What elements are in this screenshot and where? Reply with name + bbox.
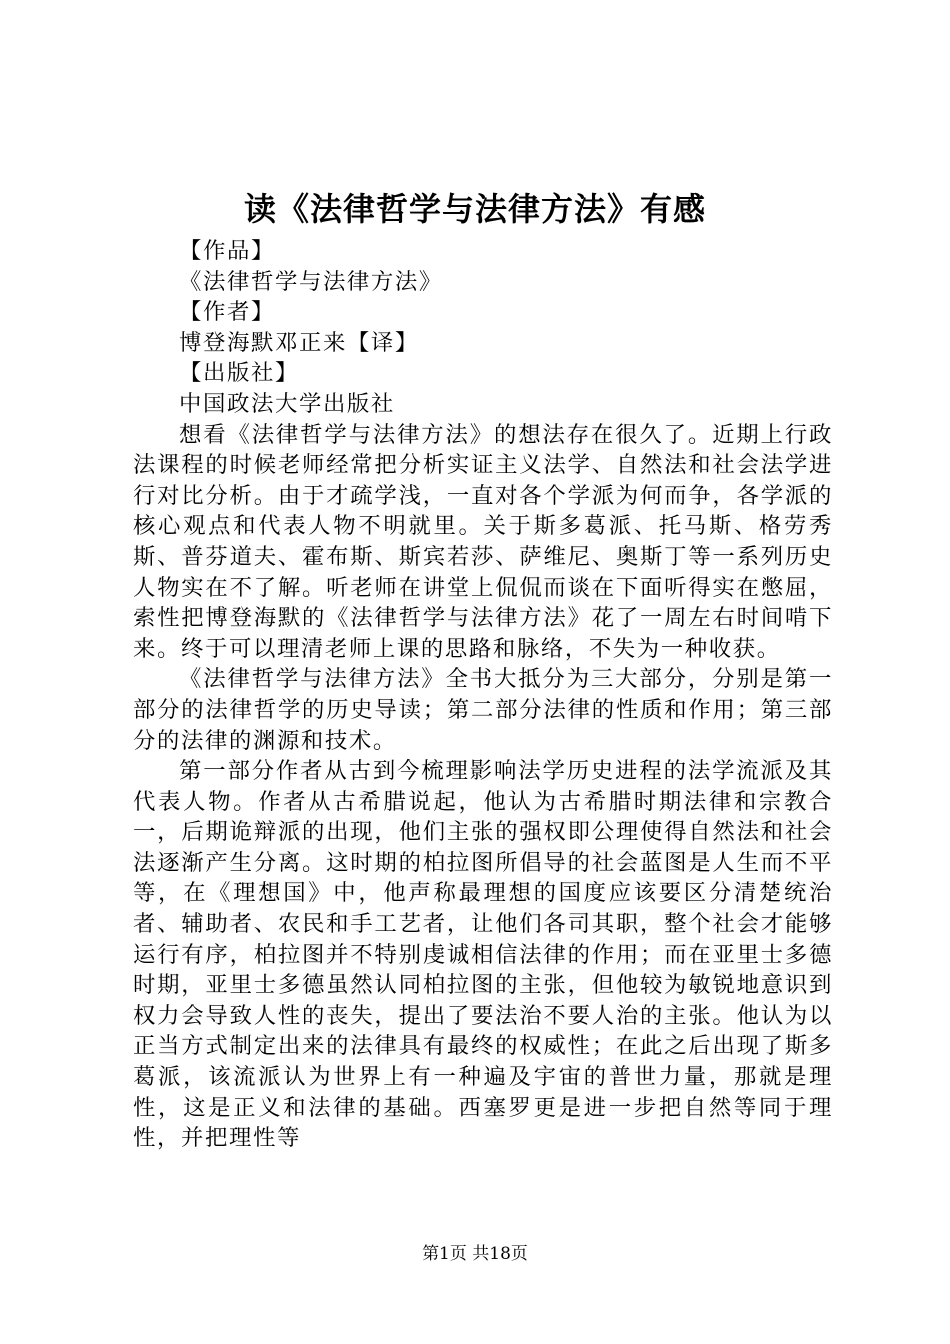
meta-label-publisher: 【出版社】 [179,360,299,387]
meta-value-publisher: 中国政法大学出版社 [179,390,395,417]
meta-label-author: 【作者】 [179,299,275,326]
page-footer: 第1页 共18页 [422,1244,528,1264]
body-paragraph-1: 想看《法律哲学与法律方法》的想法存在很久了。近期上行政法课程的时候老师经常把分析实证主义法学、自然法和社会法学进行对比分析。由于才疏学浅，一直对各个学派为何而争，各学派的核心观点和代表人物不明就里。关于斯多葛派、托马斯、格劳秀斯、普芬道夫、霍布斯、斯宾若莎、萨维尼、奥斯丁等一系列历史人物实在不了解。听老师在讲堂上侃侃而谈在下面听得实在憋屈，索性把博登海默的《法律哲学与法律方法》花了一周左右时间啃下来。终于可以理清老师上课的思路和脉络，不失为一种收获。 [133,421,833,662]
meta-value-author: 博登海默邓正来【译】 [179,329,419,356]
body-paragraph-3: 第一部分作者从古到今梳理影响法学历史进程的法学流派及其代表人物。作者从古希腊说起，他认为古希腊时期法律和宗教合一，后期诡辩派的出现，他们主张的强权即公理使得自然法和社会法逐渐产生分离。这时期的柏拉图所倡导的社会蓝图是人生而不平等，在《理想国》中，他声称最理想的国度应该要区分清楚统治者、辅助者、农民和手工艺者，让他们各司其职，整个社会才能够运行有序，柏拉图并不特别虔诚相信法律的作用；而在亚里士多德时期，亚里士多德虽然认同柏拉图的主张，但他较为敏锐地意识到权力会导致人性的丧失，提出了要法治不要人治的主张。他认为以正当方式制定出来的法律具有最终的权威性；在此之后出现了斯多葛派，该流派认为世界上有一种遍及宇宙的普世力量，那就是理性，这是正义和法律的基础。西塞罗更是进一步把自然等同于理性，并把理性等 [133,758,833,1152]
meta-label-work: 【作品】 [179,238,275,264]
meta-value-work: 《法律哲学与法律方法》 [179,268,443,295]
body-paragraph-2: 《法律哲学与法律方法》全书大抵分为三大部分，分别是第一部分的法律哲学的历史导读；第二部分法律的性质和作用；第三部分的法律的渊源和技术。 [133,666,833,754]
document-title: 读《法律哲学与法律方法》有感 [243,190,706,228]
document-body [133,236,833,1154]
